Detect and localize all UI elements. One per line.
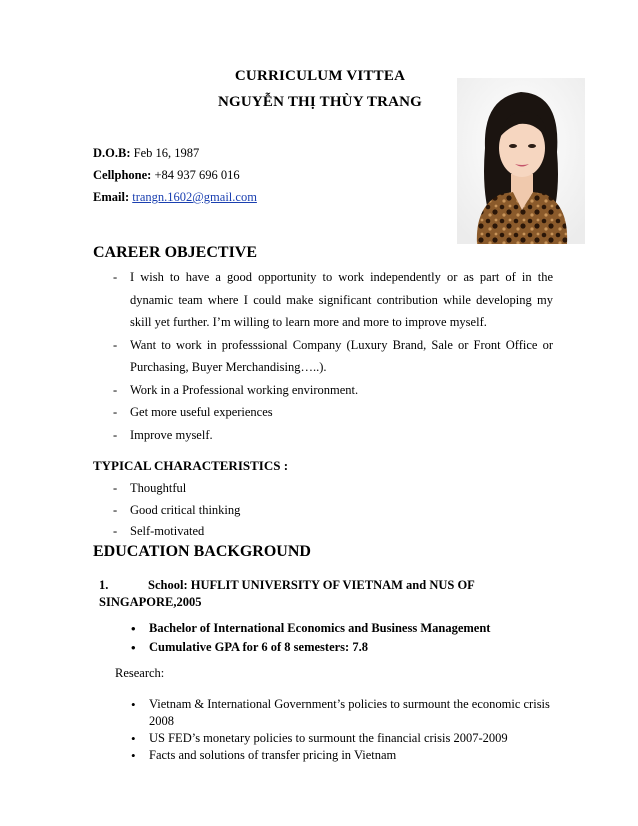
candidate-name: NGUYỄN THỊ THÙY TRANG: [217, 94, 423, 110]
education-heading: EDUCATION BACKGROUND: [93, 543, 311, 560]
list-item: - Thoughtful: [113, 478, 553, 500]
phone-value: +84 937 696 016: [154, 168, 240, 182]
list-item: - Want to work in professsional Company (Luxury Brand, Sale or Front Office or Purchasing, Buyer Merchandising…..).: [113, 334, 553, 379]
list-item: - I wish to have a good opportunity to work independently or as part of in the dynamic team where I could make significant contribution while developing my skill yet further. I’m willing to learn more and more to improve myself.: [113, 266, 553, 334]
list-item: - Good critical thinking: [113, 500, 553, 522]
research-label: Research:: [115, 666, 165, 680]
entry-number: 1.: [99, 578, 109, 592]
list-item: • Cumulative GPA for 6 of 8 semesters: 7.8: [131, 638, 561, 657]
dob-line: [93, 146, 199, 161]
phone-label: Cellphone:: [93, 168, 152, 182]
list-item: - Self-motivated: [113, 521, 553, 543]
list-item: - Work in a Professional working environment.: [113, 379, 553, 402]
email-link[interactable]: trangn.1602@gmail.com: [132, 190, 257, 204]
school-label: School: [148, 578, 184, 592]
email-line: [93, 190, 257, 205]
school-value: HUFLIT UNIVERSITY OF VIETNAM and NUS OF SINGAPORE,2005: [99, 578, 475, 609]
document-title: CURRICULUM VITTEA: [234, 68, 406, 84]
list-item: - Improve myself.: [113, 424, 553, 447]
list-item: • Facts and solutions of transfer pricing in Vietnam: [131, 747, 561, 764]
dob-value: Feb 16, 1987: [133, 146, 200, 160]
list-item: - Get more useful experiences: [113, 401, 553, 424]
profile-photo: [457, 78, 585, 244]
list-item: • Vietnam & International Government’s policies to surmount the economic crisis 2008: [131, 696, 561, 730]
traits-heading: TYPICAL CHARACTERISTICS :: [93, 458, 289, 473]
dob-label: D.O.B:: [93, 146, 131, 160]
list-item: • Bachelor of International Economics and Business Management: [131, 619, 561, 638]
list-item: • US FED’s monetary policies to surmount the financial crisis 2007-2009: [131, 730, 561, 747]
career-list: [113, 266, 553, 446]
research-list: [131, 696, 561, 764]
traits-list: [113, 478, 553, 543]
career-heading: CAREER OBJECTIVE: [93, 244, 258, 261]
email-label: Email:: [93, 190, 130, 204]
phone-line: [93, 168, 240, 183]
education-entry: 1. School: HUFLIT UNIVERSITY OF VIETNAM and NUS OF SINGAPORE,2005: [99, 578, 475, 609]
degree-list: [131, 619, 561, 657]
